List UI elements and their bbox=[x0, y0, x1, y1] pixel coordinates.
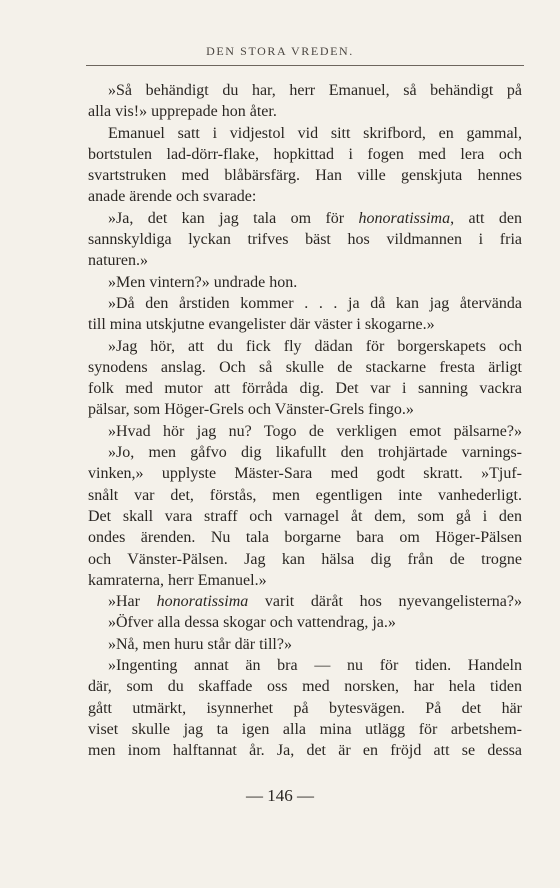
text-line: »Men vintern?» undrade hon. bbox=[108, 273, 298, 291]
text-line: viset skulle jag ta igen alla mina utlägg för arbetshem- bbox=[88, 720, 522, 738]
text-line: vinken,» upplyste Mäster-Sara med godt skratt. »Tjuf- bbox=[88, 465, 522, 483]
text-line: »Nå, men huru står där till?» bbox=[108, 635, 292, 653]
text-line: svartstruken med blåbärsfärg. Han ville genskjuta hennes bbox=[88, 167, 522, 185]
text-line: »Så behändigt du har, herr Emanuel, så behändigt på bbox=[108, 82, 522, 99]
italic-term: honoratissima bbox=[156, 593, 249, 611]
text-line: ondes ärenden. Nu tala borgarne bara om Höger-Pälsen bbox=[88, 529, 522, 547]
text-line: »Då den årstiden kommer . . . ja då kan jag återvända bbox=[108, 294, 522, 312]
text-line: anade ärende och svarade: bbox=[88, 188, 257, 206]
text-line: till mina utskjutne evangelister där väster i skogarne.» bbox=[88, 316, 435, 334]
text-line: »Ingenting annat än bra — nu för tiden. Handeln bbox=[108, 657, 522, 675]
text-line: synodens anslag. Och så skulle de stackarne fresta ärligt bbox=[88, 358, 522, 376]
text-line: »Jo, men gåfvo dig likafullt den trohjärtade varnings- bbox=[108, 444, 522, 462]
text-line: alla vis!» upprepade hon åter. bbox=[88, 103, 277, 121]
text-line: pälsar, som Höger-Grels och Vänster-Grels fingo.» bbox=[88, 401, 414, 419]
text-line: bortstulen lad-dörr-flake, hopkittad i fogen med lera och bbox=[88, 145, 522, 163]
text-line: men inom halftannat år. Ja, det är en fröjd att se dessa bbox=[88, 742, 522, 760]
running-head: DEN STORA VREDEN. bbox=[206, 44, 354, 58]
header-rule bbox=[86, 65, 524, 66]
text-line: »Ja, det kan jag tala om för honoratissima, att den bbox=[108, 209, 523, 227]
text-line: gått utmärkt, isynnerhet på bytesvägen. På det här bbox=[88, 699, 522, 717]
text-line: »Jag hör, att du fick fly dädan för borgerskapets och bbox=[108, 337, 522, 355]
text-line: Det skall vara straff och varnagel åt dem, som gå i den bbox=[88, 507, 522, 525]
text-line: snålt var det, förstås, men egentligen inte vanhederligt. bbox=[88, 486, 522, 504]
text-line: »Hvad hör jag nu? Togo de verkligen emot pälsarne?» bbox=[108, 422, 522, 440]
text-line: och Vänster-Pälsen. Jag kan hälsa dig från de trogne bbox=[88, 550, 522, 568]
text-line: kamraterna, herr Emanuel.» bbox=[88, 571, 267, 589]
text-line: »Öfver alla dessa skogar och vattendrag, ja.» bbox=[108, 614, 396, 632]
text-line: sannskyldiga lyckan trifves bäst hos vildmannen i fria bbox=[88, 231, 522, 249]
page-number: — 146 — bbox=[246, 786, 314, 805]
text-line: »Har honoratissima varit däråt hos nyevangelisterna?» bbox=[108, 593, 522, 611]
text-line: folk med mutor att förråda dig. Det var i sanning vackra bbox=[88, 380, 522, 398]
text-line: Emanuel satt i vidjestol vid sitt skrifbord, en gammal, bbox=[108, 124, 522, 142]
body-text bbox=[88, 80, 522, 762]
italic-term: honoratissima bbox=[358, 209, 451, 227]
text-line: naturen.» bbox=[88, 252, 148, 270]
text-line: där, som du skaffade oss med norsken, har hela tiden bbox=[88, 678, 522, 696]
